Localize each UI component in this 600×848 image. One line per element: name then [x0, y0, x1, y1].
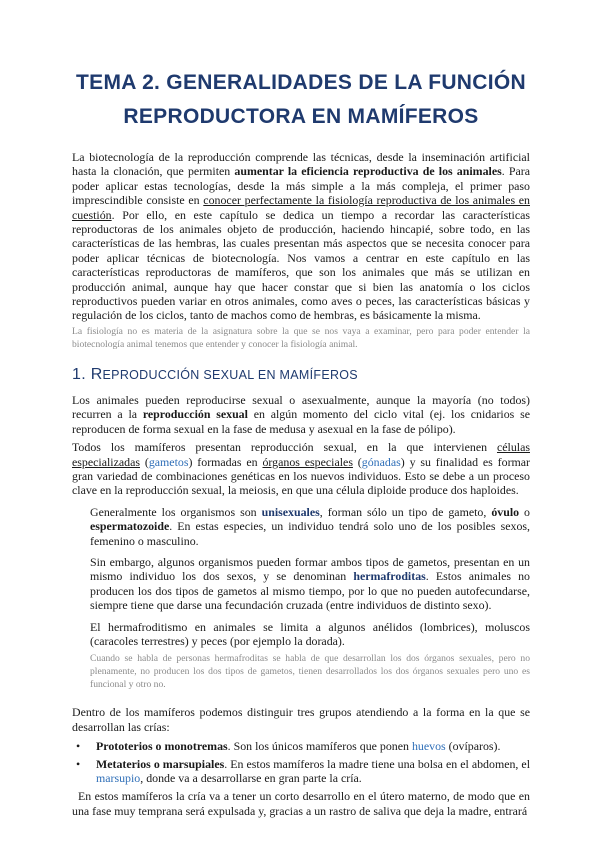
term-gonadas: gónadas	[361, 454, 401, 469]
term-hermafroditas: hermafroditas	[353, 569, 426, 584]
bullet-icon: •	[76, 756, 81, 771]
term-gametos: gametos	[148, 454, 189, 469]
bold-phrase: aumentar la eficiencia reproductiva de los animales	[234, 164, 502, 179]
document-page	[72, 0, 530, 818]
term-unisexuales: unisexuales	[261, 504, 320, 519]
indented-paragraph-3: El hermafroditismo en animales se limita a algunos anélidos (lombrices), moluscos (caracoles terrestres) y peces (por ejemplo la dorada).	[90, 619, 530, 648]
intro-paragraph: La biotecnología de la reproducción comprende las técnicas, desde la inseminación artificial hasta la clonación, que permiten aumentar la eficiencia reproductiva de los animales. Para poder aplicar estas tecnologías, desde la más simple a la más compleja, el primer paso imprescindible consiste en conocer perfectamente la fisiología reproductiva de los animales en cuestión. Por ello, en este capítulo se dedica un tiempo a recordar las características reproductoras de los animales objeto de producción, haciendo hincapié, sobre todo, en las características de las hembras, las cuales presentan más aspectos que se necesita conocer para poder aplicar técnicas de biotecnología. Nos vamos a centrar en este capítulo en las características reproductoras de mamíferos, que son los animales que más se utilizan en producción animal, aunque hay que hacer constar que si bien las anatomía o los ciclos reproductivos pueden variar en otros animales, como aves o peces, las características básicas y regulación de los ciclos, tanto de machos como de hembras, es básicamente la misma.	[72, 150, 530, 323]
mammal-groups-list	[72, 739, 530, 785]
title-line-2: REPRODUCTORA EN MAMÍFEROS	[123, 105, 479, 128]
underlined-phrase: conocer perfectamente la fisiología reproductiva de los animales en cuestión	[72, 193, 530, 222]
indented-block	[90, 505, 530, 692]
section-paragraph-1: Los animales pueden reproducirse sexual o asexualmente, aunque la mayoría (no todos) recurren a la reproducción sexual en algún momento del ciclo vital (ej. los cnidarios se reproducen de forma sexual en la fase de medusa y asexual en la fase de pólipo).	[72, 392, 530, 436]
intro-note: La fisiología no es materia de la asignatura sobre la que se nos vaya a examinar, pero para poder entender la biotecnología animal tenemos que entender y conocer la fisiología animal.	[72, 325, 530, 350]
indented-note: Cuando se habla de personas hermafroditas se habla de que desarrollan los dos órganos sexuales, pero no plenamente, no producen los dos tipos de gametos, tienen desarrollados los dos órganos sexuales pero uno es funcional y otro no.	[90, 653, 530, 691]
page-title	[72, 66, 530, 134]
title-line-1: TEMA 2. GENERALIDADES DE LA FUNCIÓN	[76, 71, 526, 94]
list-item: • Metaterios o marsupiales. En estos mamíferos la madre tiene una bolsa en el abdomen, el marsupio, donde va a desarrollarse en gran parte la cría.	[76, 756, 530, 785]
section-paragraph-4: En estos mamíferos la cría va a tener un corto desarrollo en el útero materno, de modo que en una fase muy temprana será expulsada y, gracias a un rastro de saliva que deja la madre, entrará	[72, 789, 530, 818]
section-heading: 1. REPRODUCCIÓN SEXUAL EN MAMÍFEROS	[72, 365, 358, 383]
indented-paragraph-1: Generalmente los organismos son unisexuales, forman sólo un tipo de gameto, óvulo o espermatozoide. En estas especies, un individuo tendrá solo uno de los posibles sexos, femenino o masculino.	[90, 504, 530, 548]
section-paragraph-2: Todos los mamíferos presentan reproducción sexual, en la que intervienen células especializadas (gametos) formadas en órganos especiales (gónadas) y su finalidad es formar gran variedad de combinaciones genéticas en los nuevos individuos. Esto se debe a un proceso clave en la reproducción sexual, la meiosis, en que una célula diploide produce dos haploides.	[72, 440, 531, 498]
bullet-icon: •	[76, 739, 81, 754]
list-item: • Prototerios o monotremas. Son los únicos mamíferos que ponen huevos (ovíparos).	[76, 739, 501, 754]
indented-paragraph-2: Sin embargo, algunos organismos pueden formar ambos tipos de gametos, presentan en un mismo individuo los dos sexos, y se denominan hermafroditas. Estos animales no producen los dos tipos de gametos al mismo tiempo, por lo que no pueden autofecundarse, siempre tiene que darse una fecundación cruzada (entre individuos de distinto sexo).	[90, 554, 530, 613]
section-paragraph-3: Dentro de los mamíferos podemos distinguir tres grupos atendiendo a la forma en la que se desarrollan las crías:	[72, 705, 530, 734]
